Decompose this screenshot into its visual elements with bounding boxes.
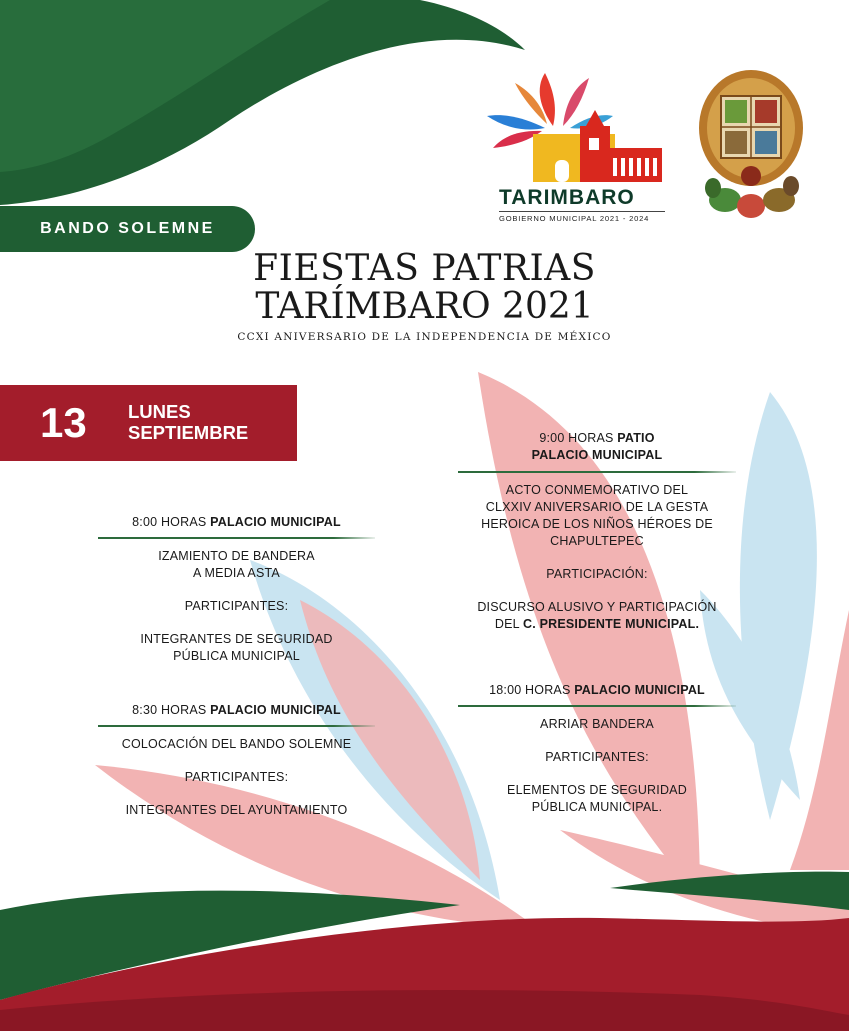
event-1800: [458, 682, 736, 816]
page-subtitle: CCXI ANIVERSARIO DE LA INDEPENDENCIA DE MÉXICO: [237, 331, 612, 343]
event-heading: [98, 514, 375, 531]
event-participants: [458, 616, 736, 633]
event-participants-highlight: C. PRESIDENTE MUNICIPAL.: [523, 617, 700, 631]
tarimbaro-logo: [485, 68, 665, 223]
page-title-line2: TARÍMBARO 2021: [255, 286, 594, 327]
event-heading: [458, 682, 736, 699]
event-participants: INTEGRANTES DEL AYUNTAMIENTO: [125, 803, 348, 817]
event-0800: [98, 514, 375, 665]
event-participants-prefix: DEL: [494, 617, 520, 631]
logo-tagline: GOBIERNO MUNICIPAL 2021 - 2024: [499, 214, 650, 223]
event-time: 8:30 HORAS: [132, 703, 207, 717]
event-place: PALACIO MUNICIPAL: [210, 703, 341, 717]
event-0830: [98, 702, 375, 819]
bando-solemne-ribbon: BANDO SOLEMNE: [0, 206, 255, 252]
event-time: 18:00 HORAS: [489, 683, 571, 697]
event-place: PALACIO MUNICIPAL: [574, 683, 705, 697]
date-badge: [0, 385, 297, 461]
event-participants-label: PARTICIPANTES:: [184, 770, 289, 784]
date-day: 13: [40, 399, 87, 446]
date-text: [128, 401, 248, 443]
flower-building-icon: [485, 68, 665, 188]
event-divider: [458, 705, 736, 707]
event-participants: DISCURSO ALUSIVO Y PARTICIPACIÓN: [477, 600, 717, 614]
event-activity: ACTO CONMEMORATIVO DEL: [505, 483, 689, 497]
event-activity: COLOCACIÓN DEL BANDO SOLEMNE: [121, 737, 352, 751]
event-activity: ARRIAR BANDERA: [540, 717, 654, 731]
event-heading: [458, 430, 736, 447]
event-divider: [98, 537, 375, 539]
event-participants-label: PARTICIPANTES:: [184, 599, 289, 613]
event-place: PATIO: [617, 431, 655, 445]
event-participants: PÚBLICA MUNICIPAL: [173, 649, 300, 663]
event-participants: ELEMENTOS DE SEGURIDAD: [507, 783, 687, 797]
page-title-line1: FIESTAS PATRIAS: [253, 248, 596, 289]
event-divider: [98, 725, 375, 727]
event-time: 9:00 HORAS: [539, 431, 614, 445]
event-activity: IZAMIENTO DE BANDERA: [158, 549, 315, 563]
event-heading-line2: [458, 447, 736, 464]
event-place: PALACIO MUNICIPAL: [210, 515, 341, 529]
event-activity: A MEDIA ASTA: [193, 566, 280, 580]
event-divider: [458, 471, 736, 473]
event-participants: INTEGRANTES DE SEGURIDAD: [140, 632, 333, 646]
date-weekday: LUNES: [128, 401, 191, 422]
logo-divider: [499, 211, 665, 212]
date-month: SEPTIEMBRE: [128, 422, 249, 443]
event-time: 8:00 HORAS: [132, 515, 207, 529]
event-heading: [98, 702, 375, 719]
event-0900: [458, 430, 736, 633]
logo-wordmark: TARIMBARO: [499, 186, 635, 209]
event-participants-label: PARTICIPACIÓN:: [546, 567, 648, 581]
event-place: PALACIO MUNICIPAL: [531, 448, 663, 462]
event-participants-label: PARTICIPANTES:: [545, 750, 649, 764]
event-activity: HEROICA DE LOS NIÑOS HÉROES DE: [481, 517, 713, 531]
event-activity: CHAPULTEPEC: [550, 534, 644, 548]
coat-of-arms-icon: [695, 68, 807, 224]
event-activity: CLXXIV ANIVERSARIO DE LA GESTA: [485, 500, 709, 514]
event-participants: PÚBLICA MUNICIPAL.: [531, 800, 663, 814]
